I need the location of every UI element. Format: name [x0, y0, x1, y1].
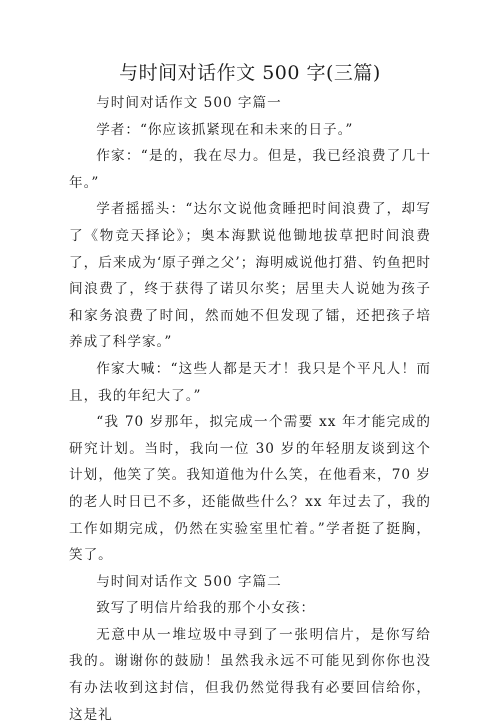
paragraph: “我 70 岁那年，拟完成一个需要 xx 年才能完成的研究计划。当时，我向一位 30 岁的年轻朋友谈到这个计划，他笑了笑。我知道他为什么笑，在他看来，70 岁的老人时日已不多，还能做些什么？xx 年过去了，我的工作如期完成，仍然在实验室里忙着。”学者挺了挺胸，笑了。 — [69, 414, 431, 564]
paragraph: 学者：“你应该抓紧现在和未来的日子。” — [96, 121, 354, 138]
paragraph: 致写了明信片给我的那个小女孩： — [96, 600, 316, 617]
section-heading-2: 与时间对话作文 500 字篇二 — [96, 573, 282, 590]
paragraph: 无意中从一堆垃圾中寻到了一张明信片，是你写给我的。谢谢你的鼓励！虽然我永远不可能见到你你也没有办法收到这封信，但我仍然觉得我有必要回信给你，这是礼 — [69, 626, 431, 723]
document-title: 与时间对话作文 500 字(三篇) — [119, 62, 381, 84]
document-body — [69, 90, 431, 728]
paragraph: 作家大喊：“这些人都是天才！我只是个平凡人！而且，我的年纪大了。” — [69, 360, 431, 404]
paragraph: 作家：“是的，我在尽力。但是，我已经浪费了几十年。” — [69, 148, 431, 191]
section-heading-1: 与时间对话作文 500 字篇一 — [96, 95, 282, 111]
paragraph: 学者摇摇头：“达尔文说他贪睡把时间浪费了，却写了《物竞天择论》；奥本海默说他锄地拔草把时间浪费了，后来成为‘原子弹之父’；海明威说他打猎、钓鱼把时间浪费了，终于获得了诺贝尔奖；居里夫人说她为孩子和家务浪费了时间，然而她不但发现了镭，还把孩子培养成了科学家。” — [69, 201, 431, 351]
